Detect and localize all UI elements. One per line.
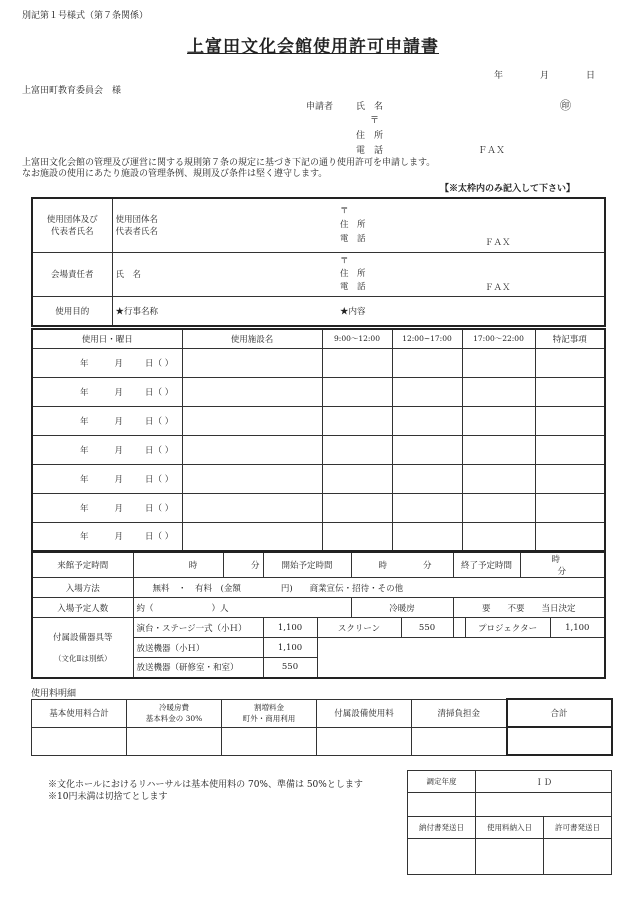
schedule-date-cell[interactable]: 年 月 日（ ）: [32, 406, 182, 435]
event-name-cell[interactable]: ★行事名称: [112, 296, 337, 326]
schedule-row: [32, 435, 605, 464]
attendance-row: [32, 598, 605, 618]
schedule-date-cell[interactable]: 年 月 日（ ）: [32, 377, 182, 406]
schedule-facility-cell[interactable]: [182, 493, 322, 522]
header-morning: 9:00〜12:00: [322, 329, 392, 348]
office-payment-notice: 納付書発送日: [408, 817, 476, 839]
schedule-row: [32, 464, 605, 493]
equipment-spacer: [453, 618, 465, 638]
schedule-afternoon-cell[interactable]: [392, 377, 462, 406]
date-day: 日: [586, 71, 596, 81]
manager-name-cell[interactable]: 氏 名: [112, 252, 337, 296]
statement-line-2: なお施設の使用にあたり施設の管理条例、規則及び条件は堅く遵守します。: [22, 169, 328, 179]
schedule-date-cell[interactable]: 年 月 日（ ）: [32, 522, 182, 551]
equipment-audio-room-price: 550: [263, 658, 317, 678]
header-facility: 使用施設名: [182, 329, 322, 348]
schedule-afternoon-cell[interactable]: [392, 435, 462, 464]
fee-equipment-value[interactable]: [317, 727, 412, 755]
schedule-date-cell[interactable]: 年 月 日（ ）: [32, 348, 182, 377]
schedule-evening-cell[interactable]: [462, 522, 535, 551]
office-row-2: [408, 793, 612, 817]
event-details-table: [31, 551, 606, 679]
schedule-facility-cell[interactable]: [182, 377, 322, 406]
office-id-value[interactable]: [476, 793, 612, 817]
applicant-fax-label: ＦＡＸ: [478, 146, 506, 156]
attendance-label: 入場予定人数: [32, 598, 133, 618]
fee-surcharge: 割増料金 町外・商用利用: [222, 699, 317, 727]
manager-label: 会場責任者: [32, 252, 112, 296]
schedule-notes-cell[interactable]: [535, 464, 605, 493]
header-afternoon: 12:00~17:00: [392, 329, 462, 348]
applicant-postal: 〒: [370, 116, 380, 126]
fee-aircon-value[interactable]: [127, 727, 222, 755]
fee-total-value[interactable]: [507, 727, 612, 755]
start-label: 開始予定時間: [263, 552, 351, 578]
date-year: 年: [494, 71, 504, 81]
schedule-evening-cell[interactable]: [462, 464, 535, 493]
applicant-label: 申請者: [306, 102, 334, 112]
note-rehearsal: ※文化ホールにおけるリハーサルは基本使用料の 70%、準備は 50%とします: [48, 780, 363, 790]
office-row-3: [408, 817, 612, 839]
schedule-evening-cell[interactable]: [462, 406, 535, 435]
fee-table: [31, 698, 613, 756]
schedule-evening-cell[interactable]: [462, 493, 535, 522]
end-time[interactable]: 時分: [520, 552, 605, 578]
equipment-audio-hall[interactable]: 放送機器（小Ｈ）: [133, 638, 263, 658]
schedule-facility-cell[interactable]: [182, 464, 322, 493]
attendance-count[interactable]: 約（ ）人: [133, 598, 351, 618]
equipment-empty: [317, 638, 605, 678]
schedule-date-cell[interactable]: 年 月 日（ ）: [32, 464, 182, 493]
schedule-morning-cell[interactable]: [322, 435, 392, 464]
office-year-value[interactable]: [408, 793, 476, 817]
fee-base-value[interactable]: [32, 727, 127, 755]
event-content-cell[interactable]: ★内容: [337, 296, 605, 326]
office-year-label: 調定年度: [408, 771, 476, 793]
fee-value-row: [32, 727, 612, 755]
schedule-notes-cell[interactable]: [535, 348, 605, 377]
schedule-evening-cell[interactable]: [462, 435, 535, 464]
schedule-row: [32, 522, 605, 551]
arrival-hour[interactable]: 時: [133, 552, 223, 578]
manager-fax-cell[interactable]: ＦＡＸ: [482, 252, 605, 296]
form-number: 別記第１号様式（第７条関係）: [22, 11, 149, 21]
time-row: [32, 552, 605, 578]
group-address-cell[interactable]: [337, 198, 482, 252]
schedule-row: [32, 406, 605, 435]
equipment-audio-hall-price: 1,100: [263, 638, 317, 658]
office-payment-date: 使用料納入日: [476, 817, 544, 839]
statement-line-1: 上富田文化会館の管理及び運営に関する規則第７条の規定に基づき下記の通り使用許可を申請します。: [22, 158, 436, 168]
seal-mark: ㊞: [560, 99, 571, 112]
schedule-evening-cell[interactable]: [462, 348, 535, 377]
applicant-phone-label: 電 話: [356, 146, 384, 156]
admission-row: [32, 578, 605, 598]
schedule-header-row: [32, 329, 605, 348]
fee-cleaning-value[interactable]: [412, 727, 507, 755]
header-evening: 17:00〜22:00: [462, 329, 535, 348]
schedule-morning-cell[interactable]: [322, 348, 392, 377]
schedule-date-cell[interactable]: 年 月 日（ ）: [32, 493, 182, 522]
admission-label: 入場方法: [32, 578, 133, 598]
office-payment-date-value[interactable]: [476, 839, 544, 875]
purpose-row: [32, 296, 605, 326]
schedule-facility-cell[interactable]: [182, 348, 322, 377]
schedule-notes-cell[interactable]: [535, 493, 605, 522]
end-label: 終了予定時間: [453, 552, 520, 578]
admission-options[interactable]: 無料 ・ 有料 (金額 円) 商業宣伝・招待・その他: [133, 578, 605, 598]
equipment-screen-price: 550: [401, 618, 453, 638]
start-time[interactable]: 時 分: [351, 552, 453, 578]
fee-header-row: [32, 699, 612, 727]
fee-section-title: 使用料明細: [31, 689, 77, 699]
equipment-screen[interactable]: スクリーン: [317, 618, 401, 638]
group-postal: 〒: [340, 206, 349, 217]
schedule-afternoon-cell[interactable]: [392, 464, 462, 493]
group-address-label: 住 所: [340, 220, 366, 231]
group-name-cell[interactable]: 使用団体名 代表者氏名: [112, 198, 337, 252]
schedule-morning-cell[interactable]: [322, 522, 392, 551]
schedule-row: [32, 377, 605, 406]
schedule-row: [32, 493, 605, 522]
equipment-label: 付属設備器具等 （文化Ⅱは別紙）: [32, 618, 133, 678]
office-use-table: [407, 770, 612, 875]
manager-row: [32, 252, 605, 296]
arrival-minute[interactable]: 分: [223, 552, 263, 578]
note-rounding: ※10円未満は切捨てとします: [48, 792, 168, 802]
schedule-afternoon-cell[interactable]: [392, 348, 462, 377]
applicant-info-table: [31, 197, 606, 327]
fee-base: 基本使用料合計: [32, 699, 127, 727]
header-date: 使用日・曜日: [32, 329, 182, 348]
bold-frame-note: 【※太枠内のみ記入して下さい】: [440, 184, 576, 194]
equipment-stage[interactable]: 演台・ステージ一式（小Ｈ）: [133, 618, 263, 638]
fee-surcharge-value[interactable]: [222, 727, 317, 755]
schedule-morning-cell[interactable]: [322, 377, 392, 406]
schedule-morning-cell[interactable]: [322, 464, 392, 493]
schedule-notes-cell[interactable]: [535, 377, 605, 406]
office-permit-sent: 許可書発送日: [544, 817, 612, 839]
schedule-afternoon-cell[interactable]: [392, 522, 462, 551]
schedule-morning-cell[interactable]: [322, 493, 392, 522]
schedule-facility-cell[interactable]: [182, 522, 322, 551]
equipment-audio-room[interactable]: 放送機器（研修室・和室）: [133, 658, 263, 678]
group-phone-label: 電 話: [340, 234, 366, 245]
office-permit-sent-value[interactable]: [544, 839, 612, 875]
schedule-afternoon-cell[interactable]: [392, 406, 462, 435]
group-fax-cell[interactable]: ＦＡＸ: [482, 198, 605, 252]
office-id-label: ＩＤ: [476, 771, 612, 793]
fee-cleaning: 清掃負担金: [412, 699, 507, 727]
applicant-name-label: 氏 名: [356, 102, 384, 112]
fee-equipment: 付属設備使用料: [317, 699, 412, 727]
page-title: 上富田文化会館使用許可申請書: [187, 37, 439, 57]
schedule-date-cell[interactable]: 年 月 日（ ）: [32, 435, 182, 464]
equipment-projector-price: 1,100: [550, 618, 605, 638]
schedule-notes-cell[interactable]: [535, 406, 605, 435]
purpose-label: 使用目的: [32, 296, 112, 326]
schedule-morning-cell[interactable]: [322, 406, 392, 435]
office-payment-notice-value[interactable]: [408, 839, 476, 875]
equipment-projector[interactable]: プロジェクター: [465, 618, 550, 638]
group-label: 使用団体及び 代表者氏名: [32, 198, 112, 252]
manager-address-cell[interactable]: 〒 住 所 電 話: [337, 252, 482, 296]
group-row: [32, 198, 605, 252]
schedule-evening-cell[interactable]: [462, 377, 535, 406]
office-row-1: [408, 771, 612, 793]
fee-total: 合計: [507, 699, 612, 727]
applicant-address-label: 住 所: [356, 131, 384, 141]
equipment-row-1: [32, 618, 605, 638]
office-row-4: [408, 839, 612, 875]
schedule-afternoon-cell[interactable]: [392, 493, 462, 522]
arrival-label: 来館予定時間: [32, 552, 133, 578]
schedule-notes-cell[interactable]: [535, 435, 605, 464]
schedule-table: [31, 328, 606, 552]
schedule-row: [32, 348, 605, 377]
schedule-notes-cell[interactable]: [535, 522, 605, 551]
aircon-label: 冷暖房: [351, 598, 453, 618]
date-month: 月: [540, 71, 550, 81]
aircon-options[interactable]: 要 不要 当日決定: [453, 598, 605, 618]
schedule-facility-cell[interactable]: [182, 435, 322, 464]
equipment-stage-price: 1,100: [263, 618, 317, 638]
header-notes: 特記事項: [535, 329, 605, 348]
schedule-facility-cell[interactable]: [182, 406, 322, 435]
addressee: 上富田町教育委員会 様: [22, 86, 122, 96]
fee-aircon: 冷暖房費 基本料金の 30%: [127, 699, 222, 727]
